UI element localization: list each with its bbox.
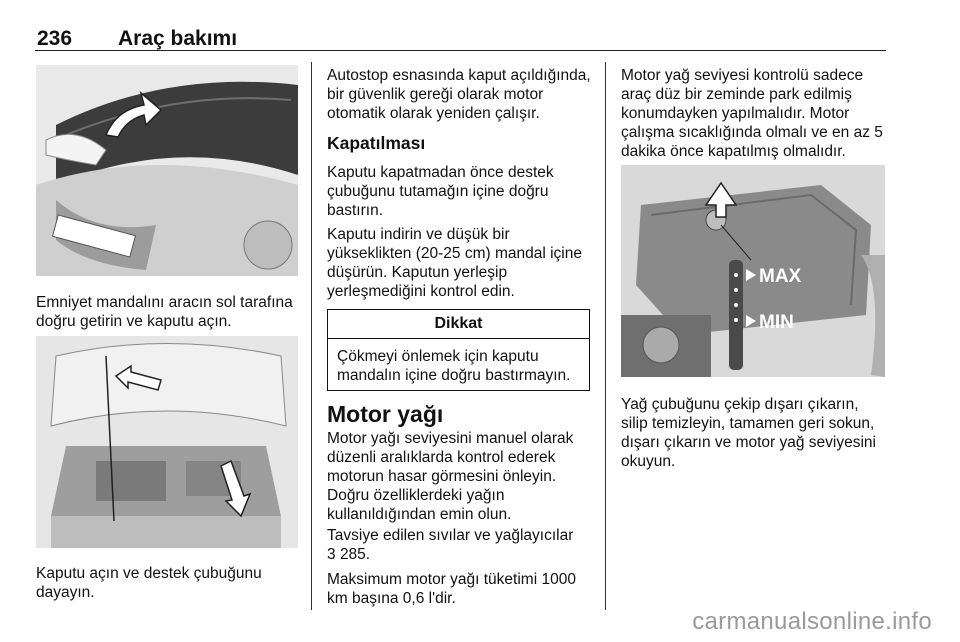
engine-oil-heading: Motor yağı (327, 401, 444, 427)
oil-check-paragraph-2: Yağ çubuğunu çekip dışarı çıkarın, silip temizleyin, tamamen geri sokun, dışarı çıkarın ve motor yağ seviyesini okuyun. (621, 396, 876, 470)
oil-check-paragraph-1: Motor yağ seviyesi kontrolü sadece araç düz bir zeminde park edilmiş konumdayken yapılmalıdır. Motor çalışma sıcaklığında olmalı ve en az 5 dakika önce kapatılmış olmalıdır. (621, 67, 883, 160)
closing-heading: Kapatılması (327, 133, 426, 153)
notice-text: Çökmeyi önlemek için kaputu mandalın içine doğru bastırmayın. (337, 348, 571, 384)
caution-notice (327, 309, 590, 391)
hood-prop-illustration (36, 336, 298, 548)
engine-oil-paragraph-3: Maksimum motor yağı tüketimi 1000 km başına 0,6 l'dir. (327, 571, 576, 607)
caption-hood-prop: Kaputu açın ve destek çubuğunu dayayın. (36, 565, 262, 601)
dipstick-illustration (621, 165, 885, 377)
recommended-fluids-text: Tavsiye edilen sıvılar ve yağlayıcılar (327, 527, 574, 544)
watermark: carmanualsonline.info (692, 608, 932, 635)
notice-title: Dikkat (328, 310, 589, 339)
engine-oil-paragraph-1: Motor yağı seviyesini manuel olarak düzenli aralıklarda kontrol ederek motorun hasar görmesini önleyin. Doğru özelliklerdeki yağın kullanıldığından emin olun. (327, 430, 574, 523)
autostop-paragraph: Autostop esnasında kaput açıldığında, bir güvenlik gereği olarak motor otomatik olarak yeniden çalışır. (327, 67, 591, 122)
closing-paragraph-1: Kaputu kapatmadan önce destek çubuğunu tutamağın içine doğru bastırın. (327, 164, 554, 219)
page-title: Araç bakımı (118, 27, 238, 50)
page-ref-link[interactable]: 285. (339, 546, 371, 563)
closing-paragraph-2: Kaputu indirin ve düşük bir yükseklikten (20-25 cm) mandal içine düşürün. Kaputun yerleşip yerleşmediğini kontrol edin. (327, 226, 582, 300)
page-number: 236 (37, 27, 73, 50)
dipstick-max-label: MAX (759, 266, 802, 287)
header-rule (35, 50, 886, 51)
engine-oil-paragraph-2 (327, 526, 592, 564)
dipstick-min-label: MIN (759, 312, 794, 333)
caption-hood-latch: Emniyet mandalını aracın sol tarafına doğru getirin ve kaputu açın. (36, 294, 293, 330)
column-divider-2 (605, 62, 606, 610)
page-ref-symbol: 3 (327, 546, 336, 563)
hood-latch-illustration (36, 65, 298, 276)
column-divider-1 (311, 62, 312, 610)
